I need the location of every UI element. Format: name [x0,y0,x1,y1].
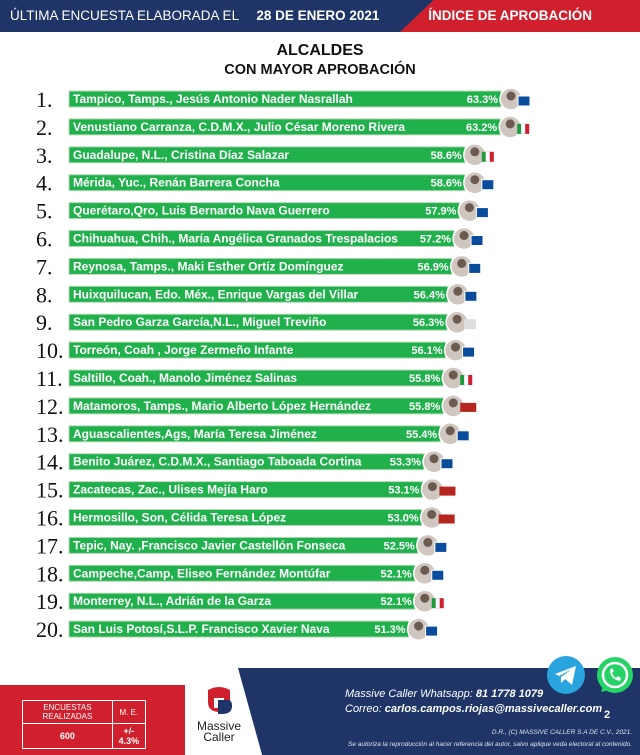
value-label: 52.5% [383,540,415,553]
bar-label: Huixquilucan, Edo. Méx., Enrique Vargas del Villar [73,287,359,302]
value-label: 52.1% [380,568,412,581]
bar-label: Monterrey, N.L., Adrián de la Garza [73,594,272,609]
rank-label: 15. [36,477,64,503]
rank-label: 1. [36,87,53,112]
whatsapp-contact [345,688,543,700]
value-label: 53.3% [389,456,421,469]
value-label: 55.4% [405,428,438,441]
avatar-head [460,231,469,240]
value-label: 55.8% [409,400,441,413]
bar-label: Chihuahua, Chih., María Angélica Granados Trespalacios [73,231,398,246]
approval-index-title: ÍNDICE DE APROBACIÓN [428,8,592,23]
margin-error-value: +/- 4.3% [112,724,145,749]
page-number: 2 [604,709,611,721]
surveys-label: ENCUESTAS REALIZADAS [23,701,113,724]
pri-badge-green [432,598,436,608]
bar-label: Campeche,Camp, Eliseo Fernández Montúfar [73,566,331,581]
pan-badge [476,208,488,218]
massive-caller-logo [193,686,245,743]
survey-date-label: ÚLTIMA ENCUESTA ELABORADA EL [10,8,239,23]
pan-badge [457,431,469,441]
chart-subtitle: CON MAYOR APROBACIÓN [224,62,416,78]
bar-label: Torreón, Coah , Jorge Zermeño Infante [73,343,294,358]
pan-badge [518,96,530,106]
whatsapp-label: Massive Caller Whatsapp: [345,688,473,700]
avatar-head [430,454,439,463]
logo-line1: Massive [196,719,241,733]
pri-badge-red [468,375,472,385]
value-label: 56.4% [413,289,445,302]
bar-label: Tampico, Tamps., Jesús Antonio Nader Nasrallah [73,92,353,106]
avatar-head [427,510,436,519]
avatar-head [420,594,429,603]
bar-label: Guadalupe, N.L., Cristina Díaz Salazar [73,147,290,162]
pri-badge-red [440,598,444,608]
pan-badge [463,347,475,357]
value-label: 52.1% [380,596,412,609]
margin-error-label: M. E. [112,701,145,724]
bar-label: Tepic, Nay. ,Francisco Javier Castellón Fonseca [73,538,346,553]
whatsapp-number[interactable]: 81 1778 1079 [475,688,544,700]
bar-label: Reynosa, Tamps., Maki Esther Ortíz Domínguez [73,259,344,274]
bar-label: San Luis Potosí,S.L.P. Francisco Xavier Nava [73,622,330,637]
rank-label: 3. [36,142,53,168]
rank-label: 12. [36,393,64,419]
email-link[interactable]: carlos.campos.riojas@massivecaller.com [384,703,603,715]
rank-label: 7. [36,254,53,280]
chart-title: ALCALDES [276,42,364,59]
avatar-head [457,259,466,268]
pan-badge [435,542,447,552]
value-label: 58.6% [430,177,462,190]
rank-label: 10. [36,338,64,364]
avatar-head [453,287,462,296]
survey-stats-table [22,700,146,749]
approval-bar-chart [0,84,640,649]
value-label: 55.8% [409,373,441,385]
pri-badge-white [486,152,490,162]
independent-badge [464,319,476,329]
pri-badge-green [517,124,521,134]
pri-badge-white [436,598,440,608]
pan-badge [441,459,453,469]
bar-label: Venustiano Carranza, C.D.M.X., Julio César Moreno Rivera [73,119,406,134]
avatar-head [449,371,458,380]
bar-label: Mérida, Yuc., Renán Barrera Concha [73,175,280,190]
reproduction-notice: Se autoriza la reproducción al hacer referencia del autor, salvo aplique veda electoral al contenido. [347,741,632,748]
pan-badge [471,236,483,246]
value-label: 53.0% [387,512,419,525]
value-label: 56.9% [417,261,449,274]
email-label: Correo: [345,703,382,715]
morena-badge [439,487,455,496]
value-label: 53.1% [388,484,420,497]
avatar-head [449,398,458,407]
pan-badge [469,263,481,273]
rank-label: 8. [36,282,53,308]
pan-badge [482,180,494,190]
pri-badge-white [464,375,468,385]
rank-label: 13. [36,421,64,447]
avatar-head [428,482,437,491]
morena-badge [460,403,476,412]
pan-badge [465,291,477,301]
value-label: 51.3% [374,624,406,637]
pri-badge-red [490,152,494,162]
rank-label: 4. [36,170,53,196]
telegram-icon[interactable] [546,655,586,695]
morena-badge [439,515,455,524]
pri-badge-white [521,124,525,134]
bar-label: Saltillo, Coah., Manolo Jiménez Salinas [73,371,298,385]
bar-label: Zacatecas, Zac., Ulises Mejía Haro [73,482,268,497]
rank-label: 2. [36,114,53,140]
rank-label: 5. [36,198,53,224]
logo-line2: Caller [203,730,235,744]
pri-badge-red [525,124,529,134]
whatsapp-icon[interactable] [594,655,636,697]
rank-label: 19. [36,589,64,615]
pri-badge-green [460,375,464,385]
bar-label: Benito Juárez, C.D.M.X., Santiago Taboada Cortina [73,454,362,469]
rank-label: 17. [36,533,64,559]
avatar-head [446,426,455,435]
rank-label: 14. [36,449,64,475]
survey-date-text [0,0,379,32]
rank-label: 20. [36,617,64,643]
avatar-head [465,203,474,212]
value-label: 63.3% [466,94,498,106]
avatar-head [423,538,432,547]
rank-label: 11. [36,366,63,391]
value-label: 56.3% [412,317,445,330]
rank-label: 16. [36,505,64,531]
survey-date: 28 DE ENERO 2021 [256,8,380,23]
phone-logo-icon [202,686,236,716]
avatar-head [451,343,460,352]
value-label: 63.2% [466,121,498,134]
bar-label: San Pedro Garza García,N.L., Miguel Treviño [73,315,327,330]
email-contact [345,703,602,715]
pan-badge [432,570,444,580]
avatar-head [470,175,479,184]
pri-badge-green [482,152,486,162]
value-label: 57.9% [425,205,457,218]
value-label: 58.6% [430,149,462,162]
bar-label: Hermosillo, Son, Célida Teresa López [73,510,287,525]
avatar-head [507,92,516,101]
bar-label: Matamoros, Tamps., Mario Alberto López Hernández [73,398,372,413]
rank-label: 18. [36,561,64,587]
avatar-head [420,566,429,575]
bar-label: Aguascalientes,Ags, María Teresa Jiménez [73,426,317,441]
value-label: 57.2% [419,233,452,246]
value-label: 56.1% [411,345,443,358]
pan-badge [426,626,438,636]
avatar-head [506,119,515,128]
bar-label: Querétaro,Qro, Luis Bernardo Nava Guerrero [73,203,330,218]
avatar-head [470,147,479,156]
surveys-value: 600 [23,724,113,749]
avatar-head [414,622,423,631]
avatar-head [453,315,462,324]
rank-label: 6. [36,226,53,252]
copyright-text: D.R., (C) MASSIVE CALLER S.A DE C.V., 2021. [491,729,632,736]
rank-label: 9. [36,310,53,336]
